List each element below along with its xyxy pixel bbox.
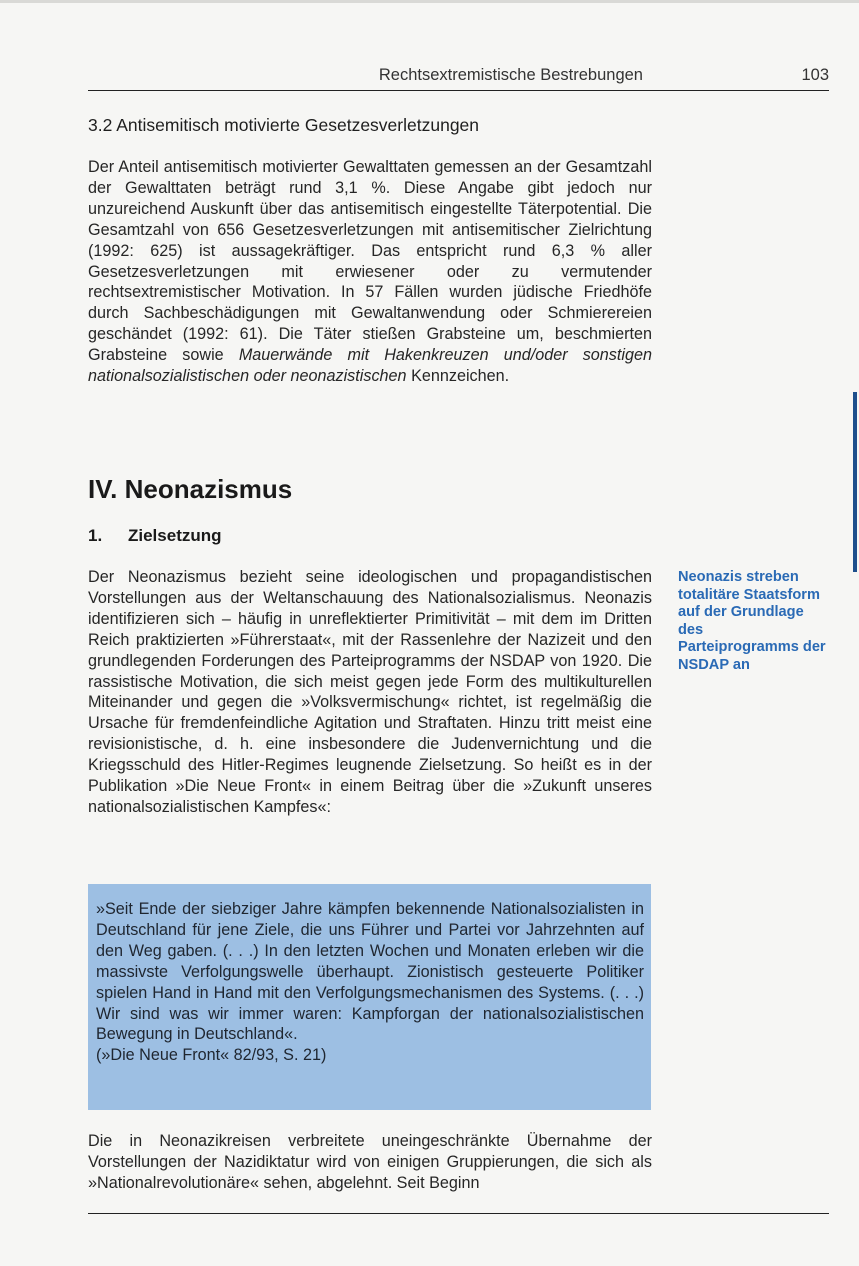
section-1-paragraph: Der Neonazismus bezieht seine ideologischen und propagandistischen Vorstellungen aus der Weltanschauung des Nationalsozialismus. Neonazis identifizieren sich – häufig in unreflektierter Primitivität – mit dem im Dritten Reich praktizierten »Führerstaat«, mit der Rassenlehre der Nazizeit und den grundlegenden Forderungen des Parteiprogramms der NSDAP von 1920. Die rassistische Motivation, die sich meist gegen jede Form des multikulturellen Miteinander und gegen die »Volksvermischung« richtet, ist regelmäßig die Ursache für fremdenfeindliche Agitation und Straftaten. Hinzu tritt meist eine revisionistische, d. h. eine insbesondere die Judenvernichtung und die Kriegsschuld des Hitler-Regimes leugnende Zielsetzung. So heißt es in der Publikation »Die Neue Front« in einem Beitrag über die »Zukunft unseres nationalsozialistischen Kampfes«: [88, 568, 652, 816]
quote-box [88, 884, 651, 1110]
quote-body: »Seit Ende der siebziger Jahre kämpfen bekennende Nationalsozialisten in Deutschland für jene Ziele, die uns Führer und Partei vor Jahrzehnten auf den Weg gaben. (. . .) In den letzten Wochen und Monaten erleben wir die massivste Verfolgungswelle überhaupt. Zionistisch gesteuerte Politiker spielen Hand in Hand mit den Verfolgungsmechanismen des Systems. (. . .) Wir sind was wir immer waren: Kampforgan der nationalsozialistischen Bewegung in Deutschland«. [96, 900, 644, 1044]
section-3-2-heading: 3.2 Antisemitisch motivierte Gesetzesverletzungen [88, 115, 480, 135]
closing-paragraph: Die in Neonazikreisen verbreitete uneingeschränkte Übernahme der Vorstellungen der Nazidiktatur wird von einigen Gruppierungen, die sich als »Nationalrevolutionäre« sehen, abgelehnt. Seit Beginn [88, 1132, 652, 1192]
margin-note: Neonazis streben totalitäre Staatsform auf der Grundlage des Parteiprogramms der NSDAP an [678, 569, 826, 673]
section-1-heading [88, 526, 222, 546]
section-title: Zielsetzung [128, 526, 222, 545]
paragraph-main-text: Der Anteil antisemitisch motivierter Gewalttaten gemessen an der Gesamtzahl der Gewalttaten beträgt rund 3,1 %. Diese Angabe gibt jedoch nur unzureichend Auskunft über das antisemitisch eingestellte Täterpotential. Die Gesamtzahl von 656 Gesetzesverletzungen mit antisemitischer Zielrichtung (1992: 625) ist aussagekräftiger. Das entspricht rund 6,3 % aller Gesetzesverletzungen mit erwiesener oder zu vermutender rechtsextremistischer Motivation. In 57 Fällen wurden jüdische Friedhöfe durch Sachbeschädigungen mit Gewaltanwendung oder Schmierereien geschändet (1992: 61). Die Täter stießen Grabsteine um, beschmierten Grabsteine sowie [88, 158, 652, 365]
chapter-heading: IV. Neonazismus [88, 474, 293, 504]
quote-text [96, 899, 644, 1066]
footer-rule [88, 1213, 829, 1214]
quote-source: (»Die Neue Front« 82/93, S. 21) [96, 1046, 327, 1065]
page-top-edge [0, 0, 859, 3]
margin-side-marker [853, 392, 857, 572]
running-title: Rechtsextremistische Bestrebungen [378, 66, 643, 84]
paragraph-italic-text: Mauerwände mit Hakenkreuzen und/oder sonstigen nationalsozialistischen oder neonazistischen [88, 346, 653, 386]
section-number: 1. [88, 526, 103, 545]
paragraph-end-text: Kennzeichen. [411, 367, 510, 386]
running-header [88, 66, 829, 91]
section-3-2-paragraph [88, 157, 652, 387]
page-number: 103 [801, 66, 829, 84]
